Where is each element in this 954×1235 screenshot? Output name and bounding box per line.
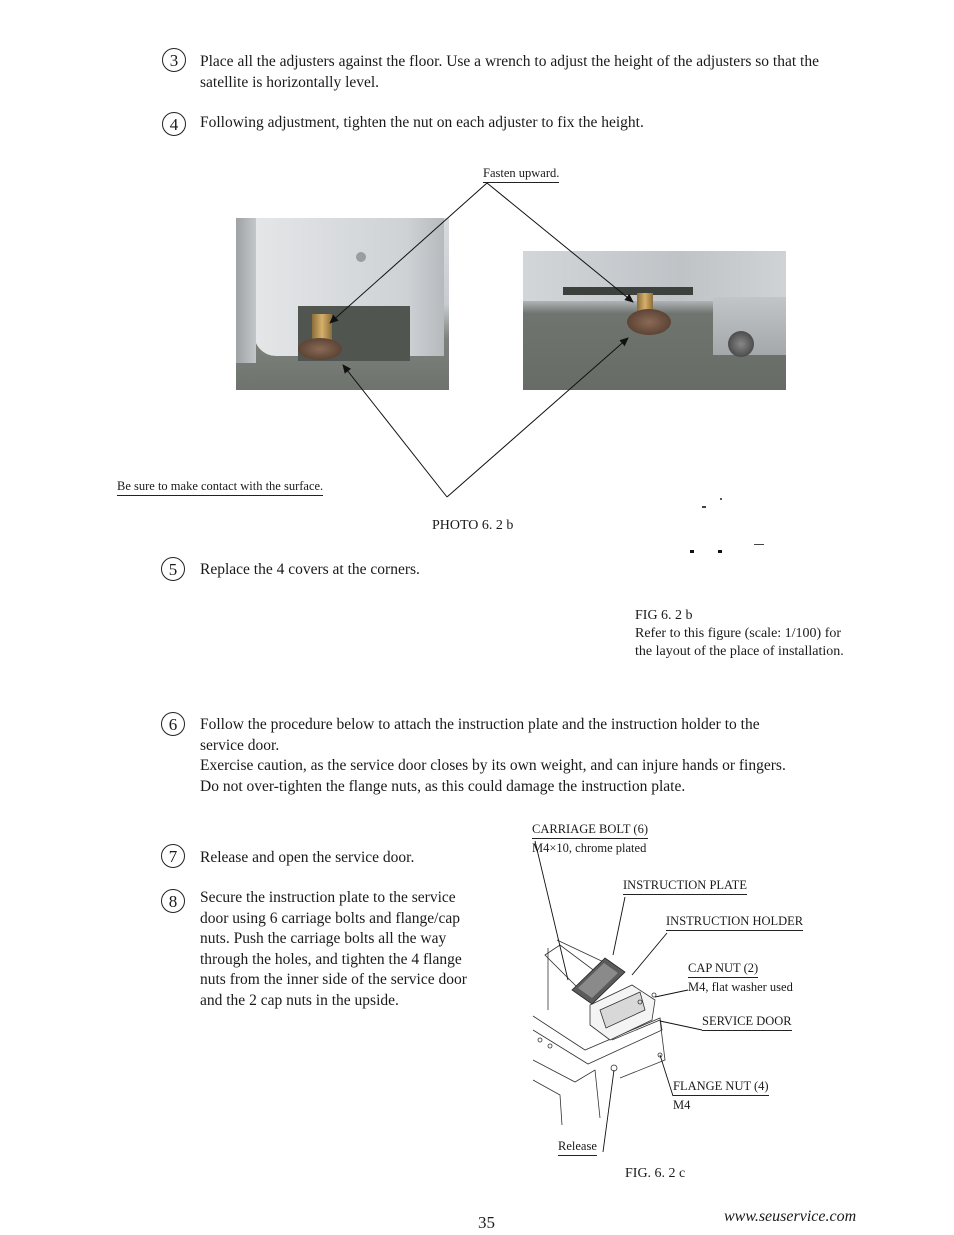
photo-label-contact: Be sure to make contact with the surface. xyxy=(117,479,323,496)
fig-6-2-b-caption: FIG 6. 2 b xyxy=(635,608,693,623)
step-8-line-2: door using 6 carriage bolts and flange/cap xyxy=(200,909,460,927)
label-cap-nut-spec: M4, flat washer used xyxy=(688,980,793,994)
page-number: 35 xyxy=(478,1213,495,1232)
step-7-number: 7 xyxy=(161,844,185,868)
step-6-line-1: Follow the procedure below to attach the instruction plate and the instruction holder to the xyxy=(200,716,760,733)
fig-6-2-c-caption: FIG. 6. 2 c xyxy=(625,1166,686,1181)
step-8-line-1: Secure the instruction plate to the service xyxy=(200,889,456,906)
step-6-line-3: Exercise caution, as the service door closes by its own weight, and can injure hands or fingers. xyxy=(200,757,786,774)
step-6-line-2: service door. xyxy=(200,736,280,754)
fig-6-2-b-note-line-1: Refer to this figure (scale: 1/100) for xyxy=(635,626,842,641)
fig-6-2-b-note-line-2: the layout of the place of installation. xyxy=(635,644,844,659)
footer-website: www.seuservice.com xyxy=(724,1208,857,1225)
label-instruction-holder: INSTRUCTION HOLDER xyxy=(666,914,803,931)
step-5-number: 5 xyxy=(161,557,185,581)
step-7-text: Release and open the service door. xyxy=(200,849,415,866)
label-carriage-bolt-spec: M4×10, chrome plated xyxy=(532,841,647,855)
label-flange-nut-spec: M4 xyxy=(673,1098,691,1112)
step-8-number: 8 xyxy=(161,889,185,913)
step-6-line-4: Do not over-tighten the flange nuts, as this could damage the instruction plate. xyxy=(200,777,686,795)
label-carriage-bolt: CARRIAGE BOLT (6) xyxy=(532,822,648,839)
step-3-text: Place all the adjusters against the floor. Use a wrench to adjust the height of the adjusters so that the satellite is horizontally level. xyxy=(200,53,819,91)
label-flange-nut: FLANGE NUT (4) xyxy=(673,1079,769,1096)
step-8-line-4: through the holes, and tighten the 4 flange xyxy=(200,950,462,968)
step-4-number: 4 xyxy=(162,112,186,136)
step-5-text: Replace the 4 covers at the corners. xyxy=(200,561,420,578)
step-3-number: 3 xyxy=(162,48,186,72)
step-8-line-6: and the 2 cap nuts in the upside. xyxy=(200,991,399,1009)
step-8-line-3: nuts. Push the carriage bolts all the way xyxy=(200,930,447,947)
label-cap-nut: CAP NUT (2) xyxy=(688,961,758,978)
step-4-text: Following adjustment, tighten the nut on each adjuster to fix the height. xyxy=(200,114,644,131)
label-release: Release xyxy=(558,1139,597,1156)
photo-label-fasten: Fasten upward. xyxy=(483,166,559,183)
step-6-number: 6 xyxy=(161,712,185,736)
label-instruction-plate: INSTRUCTION PLATE xyxy=(623,878,747,895)
label-service-door: SERVICE DOOR xyxy=(702,1014,792,1031)
photo-caption: PHOTO 6. 2 b xyxy=(432,518,514,533)
step-8-line-5: nuts from the inner side of the service door xyxy=(200,971,467,988)
